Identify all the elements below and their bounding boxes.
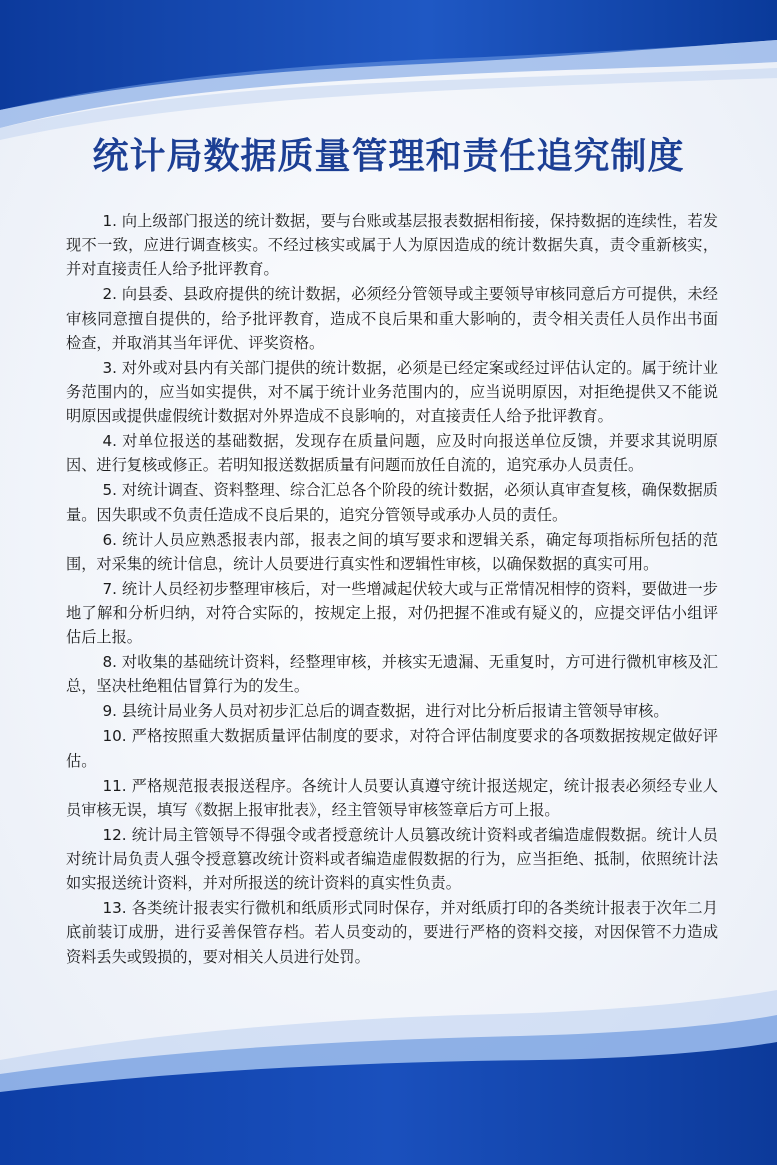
regulation-item-3: 3. 对外或对县内有关部门提供的统计数据，必须是已经定案或经过评估认定的。属于统计业务范围内的，应当如实提供，对不属于统计业务范围内的，应当说明原因，对拒绝提供又不能说明原因或提供虚假统计数据对外界造成不良影响的，对直接责任人给予批评教育。 (66, 358, 718, 426)
regulation-item-13: 13. 各类统计报表实行微机和纸质形式同时保存，并对纸质打印的各类统计报表于次年二月底前装订成册，进行妥善保管存档。若人员变动的，要进行严格的资料交接，对因保管不力造成资料丢失或毁损的，要对相关人员进行处罚。 (66, 899, 718, 966)
page-title: 统计局数据质量管理和责任追究制度 (92, 136, 685, 177)
regulation-item-12: 12. 统计局主管领导不得强令或者授意统计人员篡改统计资料或者编造虚假数据。统计人员对统计局负责人强令授意篡改统计资料或者编造虚假数据的行为，应当拒绝、抵制，依照统计法如实报送统计资料，并对所报送的统计资料的真实性负责。 (66, 825, 718, 893)
regulation-item-9: 9. 县统计局业务人员对初步汇总后的调查数据，进行对比分析后报请主管领导审核。 (102, 702, 669, 721)
regulation-item-5: 5. 对统计调查、资料整理、综合汇总各个阶段的统计数据，必须认真审查复核，确保数据质量。因失职或不负责任造成不良后果的，追究分管领导或承办人员的责任。 (66, 481, 718, 524)
regulation-item-8: 8. 对收集的基础统计资料，经整理审核，并核实无遗漏、无重复时，方可进行微机审核及汇总，坚决杜绝粗估冒算行为的发生。 (66, 653, 718, 696)
regulation-item-10: 10. 严格按照重大数据质量评估制度的要求，对符合评估制度要求的各项数据按规定做好评估。 (66, 727, 718, 770)
regulation-item-6: 6. 统计人员应熟悉报表内部，报表之间的填写要求和逻辑关系，确定每项指标所包括的范围，对采集的统计信息，统计人员要进行真实性和逻辑性审核，以确保数据的真实可用。 (66, 530, 718, 573)
regulation-item-2: 2. 向县委、县政府提供的统计数据，必须经分管领导或主要领导审核同意后方可提供，未经审核同意擅自提供的，给予批评教育，造成不良后果和重大影响的，责令相关责任人员作出书面检查，并取消其当年评优、评奖资格。 (66, 285, 718, 352)
regulation-item-7: 7. 统计人员经初步整理审核后，对一些增减起伏较大或与正常情况相悖的资料，要做进一步地了解和分析归纳，对符合实际的，按规定上报，对仍把握不准或有疑义的，应提交评估小组评估后上报。 (66, 579, 718, 647)
regulations-body (66, 209, 718, 970)
regulation-item-11: 11. 严格规范报表报送程序。各统计人员要认真遵守统计报送规定，统计报表必须经专业人员审核无误，填写《数据上报审批表》，经主管领导审核签章后方可上报。 (66, 776, 718, 819)
regulation-item-4: 4. 对单位报送的基础数据，发现存在质量问题，应及时向报送单位反馈，并要求其说明原因、进行复核或修正。若明知报送数据质量有问题而放任自流的，追究承办人员责任。 (66, 432, 718, 475)
regulation-item-1: 1. 向上级部门报送的统计数据，要与台账或基层报表数据相衔接，保持数据的连续性，若发现不一致，应进行调查核实。不经过核实或属于人为原因造成的统计数据失真，责令重新核实，并对直接责任人给予批评教育。 (66, 212, 718, 279)
